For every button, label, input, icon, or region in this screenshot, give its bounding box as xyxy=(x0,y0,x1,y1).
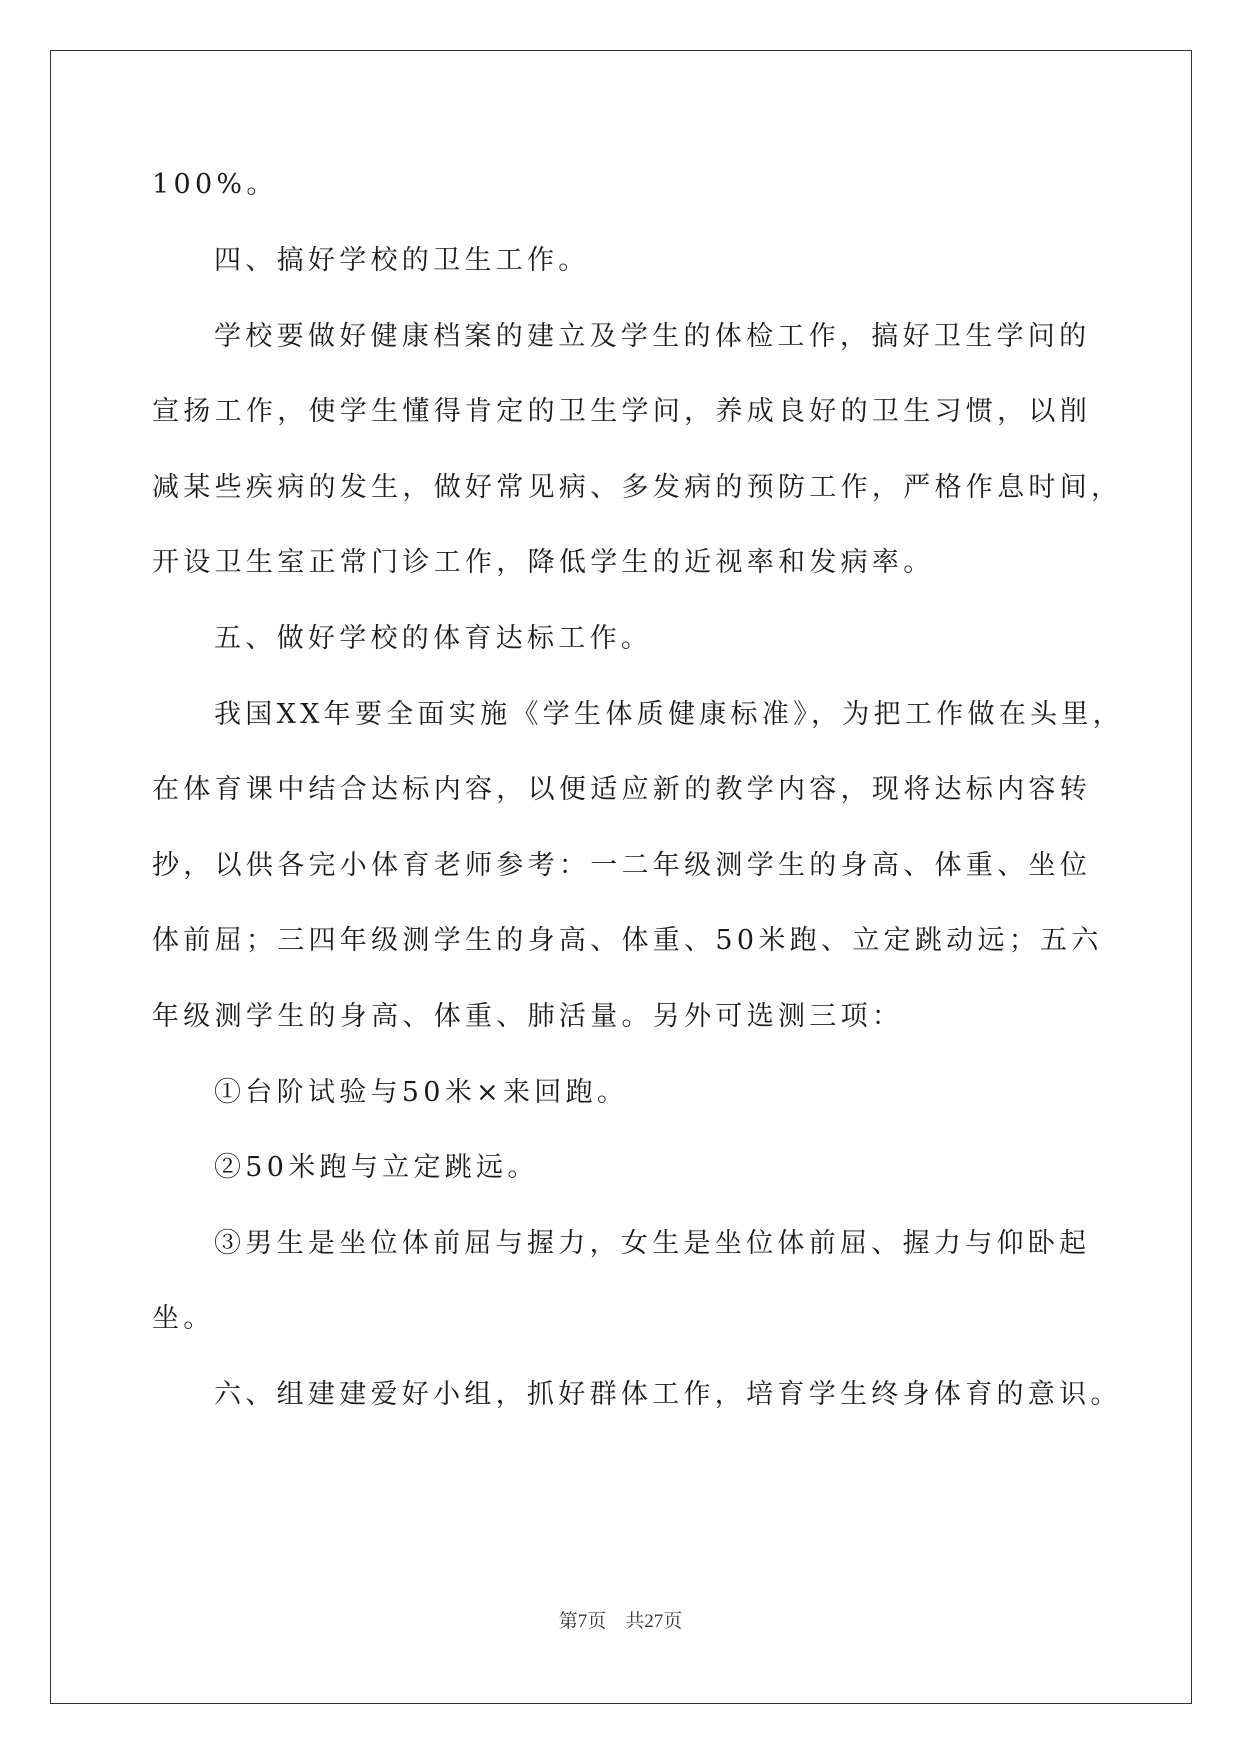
section-heading-4: 四、搞好学校的卫生工作。 xyxy=(214,245,590,276)
text-line: 在体育课中结合达标内容，以便适应新的教学内容，现将达标内容转 xyxy=(152,774,1091,805)
text-line: 100%。 xyxy=(152,169,278,200)
text-line: 抄，以供各完小体育老师参考：一二年级测学生的身高、体重、坐位 xyxy=(152,850,1091,881)
text-line: 开设卫生室正常门诊工作，降低学生的近视率和发病率。 xyxy=(152,547,935,578)
list-item-2: ②50米跑与立定跳远。 xyxy=(214,1152,539,1183)
text-line: 坐。 xyxy=(152,1303,215,1334)
text-line: 体前屈；三四年级测学生的身高、体重、50米跑、立定跳动远；五六 xyxy=(152,925,1103,956)
list-item-1: ①台阶试验与50米×来回跑。 xyxy=(214,1077,629,1108)
text-line: 我国XX年要全面实施《学生体质健康标准》，为把工作做在头里， xyxy=(214,699,1124,730)
list-item-3: ③男生是坐位体前屈与握力，女生是坐位体前屈、握力与仰卧起 xyxy=(214,1228,1091,1259)
text-line: 减某些疾病的发生，做好常见病、多发病的预防工作，严格作息时间， xyxy=(152,472,1123,503)
text-line: 年级测学生的身高、体重、肺活量。另外可选测三项： xyxy=(152,1001,904,1032)
section-heading-5: 五、做好学校的体育达标工作。 xyxy=(214,623,653,654)
section-heading-6: 六、组建建爱好小组，抓好群体工作，培育学生终身体育的意识。 xyxy=(214,1379,1122,1410)
text-line: 宣扬工作，使学生懂得肯定的卫生学问，养成良好的卫生习惯，以削 xyxy=(152,396,1091,427)
text-line: 学校要做好健康档案的建立及学生的体检工作，搞好卫生学问的 xyxy=(214,321,1091,352)
page-number-footer: 第7页 共27页 xyxy=(558,1611,683,1632)
